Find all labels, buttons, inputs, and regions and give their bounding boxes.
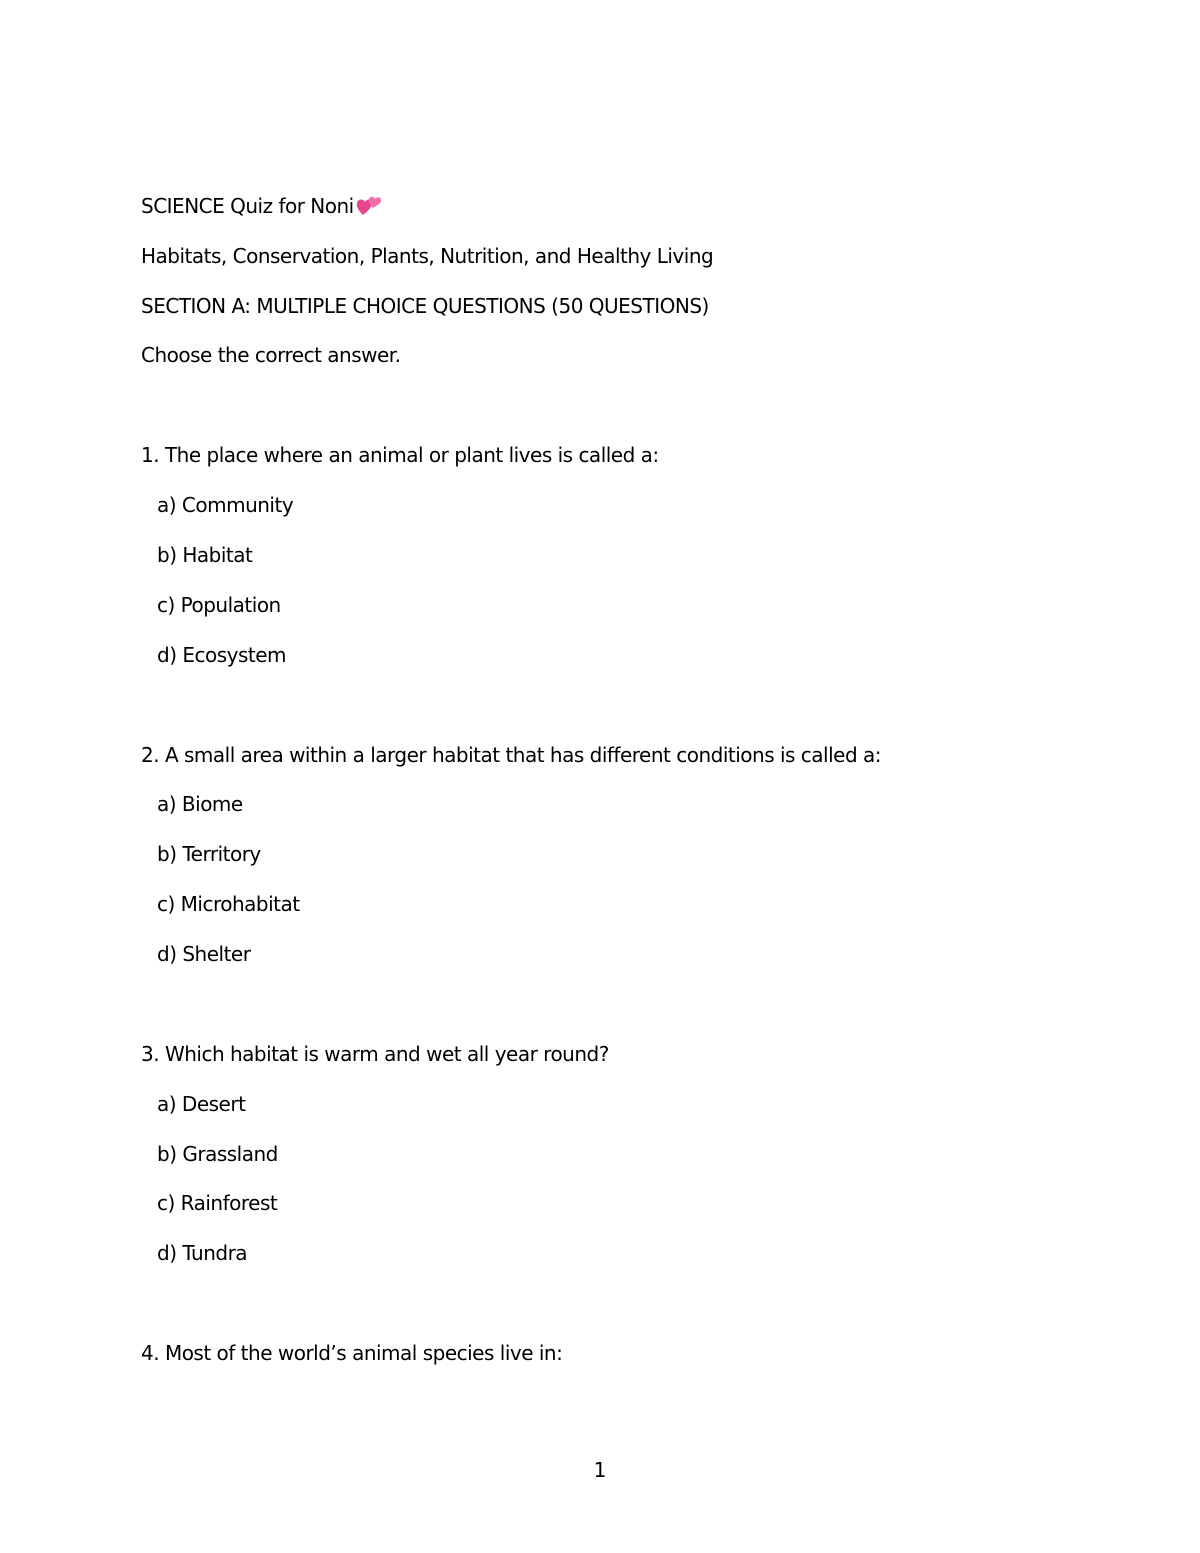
page-number: 1: [593, 1458, 607, 1482]
question-1: 1. The place where an animal or plant lives is called a:: [141, 443, 659, 467]
quiz-title-text: SCIENCE Quiz for Noni: [141, 194, 354, 218]
question-2: 2. A small area within a larger habitat that has different conditions is called a:: [141, 743, 882, 767]
question-2-option-b: b) Territory: [157, 842, 261, 866]
quiz-title: [141, 193, 383, 219]
question-1-option-b: b) Habitat: [157, 543, 253, 567]
question-1-option-a: a) Community: [157, 493, 294, 517]
question-3: 3. Which habitat is warm and wet all year round?: [141, 1042, 609, 1066]
question-2-option-d: d) Shelter: [157, 942, 251, 966]
question-3-option-c: c) Rainforest: [157, 1191, 278, 1215]
question-1-option-c: c) Population: [157, 593, 281, 617]
question-3-option-b: b) Grassland: [157, 1142, 278, 1166]
question-1-option-d: d) Ecosystem: [157, 643, 287, 667]
section-heading: SECTION A: MULTIPLE CHOICE QUESTIONS (50 QUESTIONS): [141, 294, 709, 318]
question-3-option-a: a) Desert: [157, 1092, 246, 1116]
question-2-option-c: c) Microhabitat: [157, 892, 300, 916]
question-2-option-a: a) Biome: [157, 792, 243, 816]
quiz-subtitle: Habitats, Conservation, Plants, Nutrition, and Healthy Living: [141, 244, 714, 268]
question-3-option-d: d) Tundra: [157, 1241, 248, 1265]
question-4: 4. Most of the world’s animal species live in:: [141, 1341, 563, 1365]
two-hearts-icon: [355, 193, 383, 219]
instruction-text: Choose the correct answer.: [141, 343, 401, 367]
